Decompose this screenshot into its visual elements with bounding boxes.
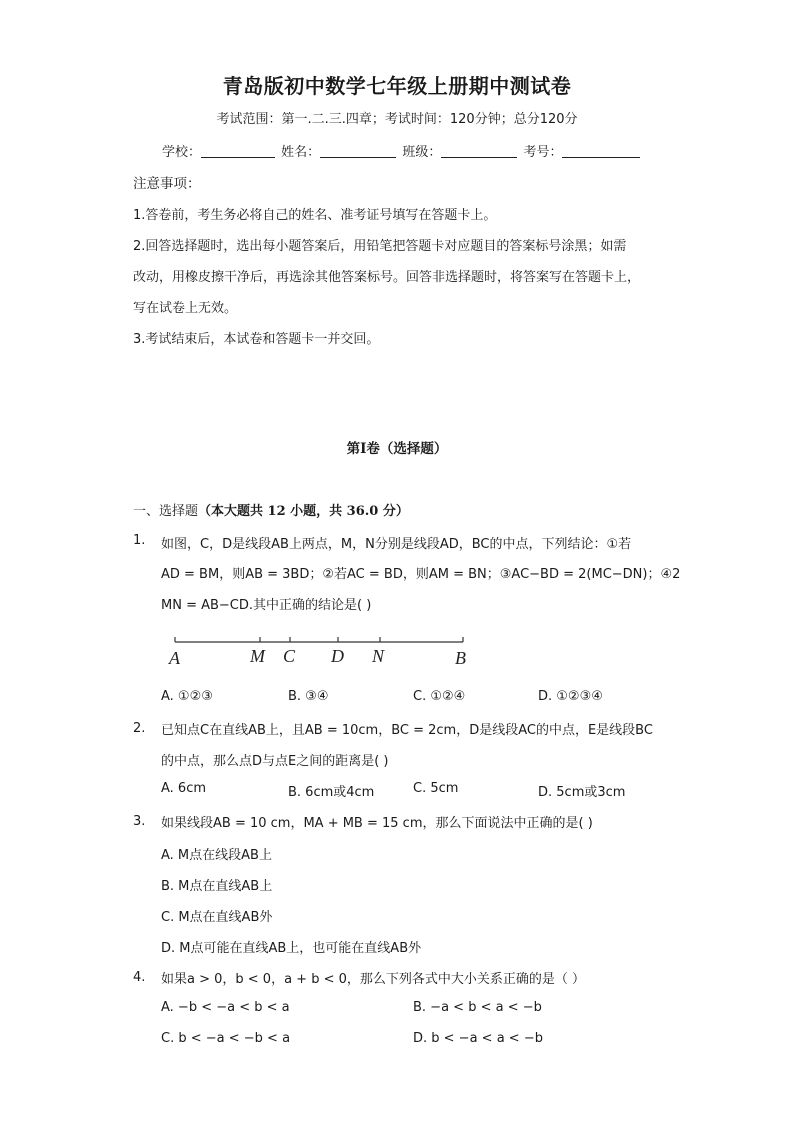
- question-line: 如图，C，D是线段AB上两点，M，N分别是线段AD，BC的中点，下列结论：①若: [161, 537, 632, 552]
- option-a[interactable]: A. M点在线段AB上: [161, 848, 272, 863]
- notice-item: 改动，用橡皮擦干净后，再选涂其他答案标号。回答非选择题时，将答案写在答题卡上，: [133, 270, 641, 285]
- option-c[interactable]: C. b < −a < −b < a: [161, 1031, 291, 1046]
- question-line: 的中点，那么点D与点E之间的距离是( ): [161, 754, 389, 769]
- part-heading: [133, 500, 409, 519]
- option-d[interactable]: D. b < −a < a < −b: [413, 1031, 543, 1046]
- option-b[interactable]: B. −a < b < a < −b: [413, 1000, 542, 1015]
- exam-number-blank[interactable]: [562, 145, 640, 158]
- question-number: 3.: [133, 814, 146, 829]
- option-c[interactable]: C. ①②④: [413, 689, 466, 704]
- notice-item: 3.考试结束后，本试卷和答题卡一并交回。: [133, 332, 380, 347]
- question-line: 如果a > 0，b < 0，a + b < 0，那么下列各式中大小关系正确的是（ ）: [161, 972, 586, 987]
- student-info-fields: [162, 141, 642, 160]
- label-c: C: [283, 646, 296, 666]
- label-b: B: [455, 648, 466, 668]
- part-heading-prefix: 一、选择题: [133, 504, 199, 519]
- exam-title: 青岛版初中数学七年级上册期中测试卷: [222, 74, 572, 98]
- question-number: 2.: [133, 721, 146, 736]
- question-number: 4.: [133, 970, 146, 985]
- option-d[interactable]: D. 5cm或3cm: [538, 785, 626, 800]
- notice-item: 2.回答选择题时，选出每小题答案后，用铅笔把答题卡对应题目的答案标号涂黑；如需: [133, 239, 627, 254]
- option-d[interactable]: D. ①②③④: [538, 689, 603, 704]
- option-d[interactable]: D. M点可能在直线AB上，也可能在直线AB外: [161, 941, 422, 956]
- school-blank[interactable]: [201, 145, 275, 158]
- notice-item: 1.答卷前，考生务必将自己的姓名、准考证号填写在答题卡上。: [133, 208, 497, 223]
- question-line: MN = AB−CD.其中正确的结论是( ): [161, 598, 372, 613]
- option-c[interactable]: C. M点在直线AB外: [161, 910, 273, 925]
- part-heading-detail: （本大题共 12 小题，共 36.0 分）: [198, 504, 409, 519]
- option-a[interactable]: A. ①②③: [161, 689, 213, 704]
- label-n: N: [372, 646, 385, 666]
- school-label: 学校：: [162, 145, 202, 160]
- name-label: 姓名：: [281, 145, 321, 160]
- notice-item: 写在试卷上无效。: [133, 301, 238, 316]
- notice-heading: 注意事项：: [133, 176, 201, 192]
- option-c[interactable]: C. 5cm: [413, 781, 459, 796]
- label-a: A: [169, 648, 180, 668]
- option-a[interactable]: A. −b < −a < b < a: [161, 1000, 290, 1015]
- segment-figure: [160, 628, 480, 678]
- option-b[interactable]: B. 6cm或4cm: [288, 785, 375, 800]
- question-line: AD = BM，则AB = 3BD；②若AC = BD，则AM = BN；③AC−BD = 2(MC−DN)；④2: [161, 567, 681, 582]
- exam-subtitle: 考试范围：第一.二.三.四章；考试时间：120分钟；总分120分: [216, 112, 578, 127]
- name-blank[interactable]: [320, 145, 396, 158]
- exam-number-label: 考号：: [523, 145, 563, 160]
- label-d: D: [331, 646, 344, 666]
- question-line: 如果线段AB = 10 cm，MA + MB = 15 cm，那么下面说法中正确的是( ): [161, 816, 593, 831]
- option-b[interactable]: B. ③④: [288, 689, 329, 704]
- section-title: 第Ⅰ卷（选择题）: [346, 441, 448, 457]
- option-b[interactable]: B. M点在直线AB上: [161, 879, 273, 894]
- question-number: 1.: [133, 533, 146, 548]
- option-a[interactable]: A. 6cm: [161, 781, 207, 796]
- class-blank[interactable]: [441, 145, 517, 158]
- label-m: M: [250, 646, 265, 666]
- question-line: 已知点C在直线AB上，且AB = 10cm，BC = 2cm，D是线段AC的中点，E是线段BC: [161, 723, 653, 738]
- class-label: 班级：: [402, 145, 442, 160]
